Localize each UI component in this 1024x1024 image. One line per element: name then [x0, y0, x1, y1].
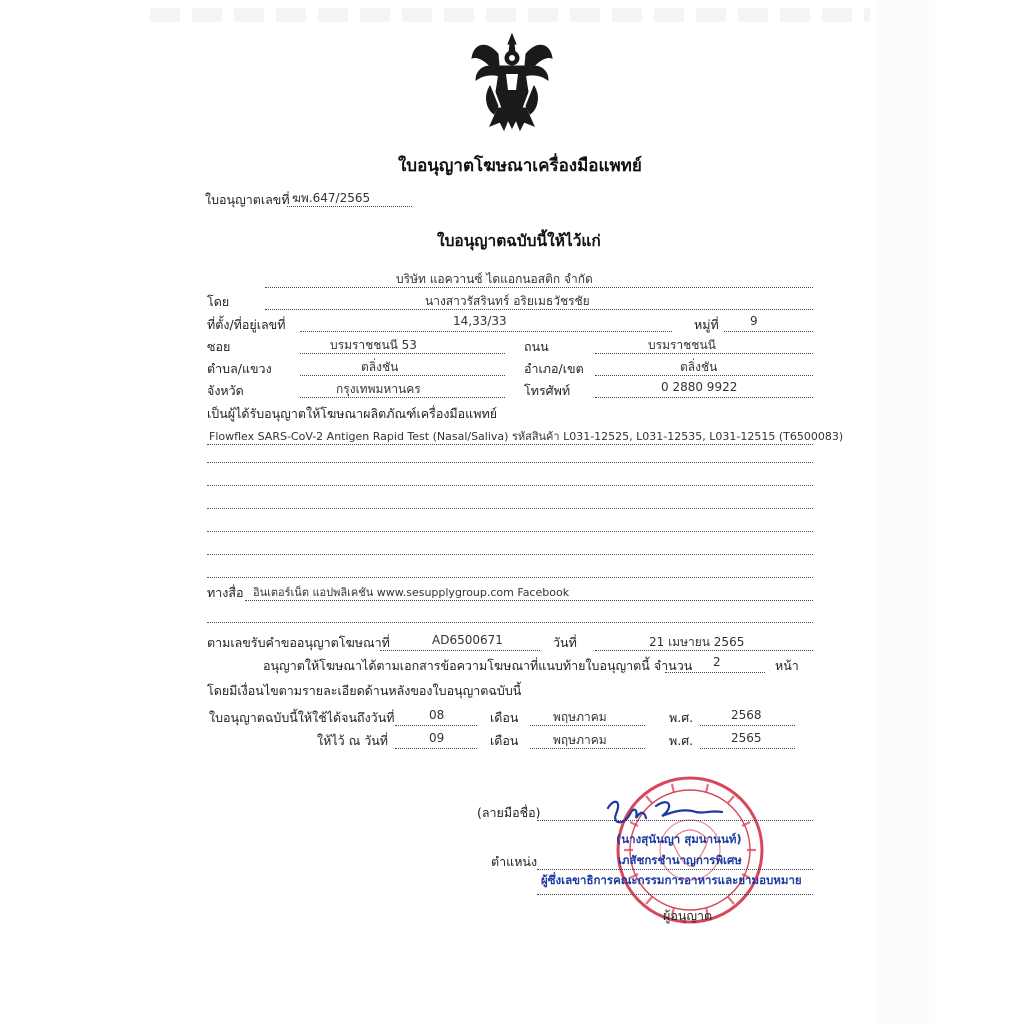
docs-label: อนุญาตให้โฆษณาได้ตามเอกสารข้อความโฆษณาที่แนบท้ายใบอนุญาตนี้ จำนวน [263, 658, 693, 673]
media-line [245, 600, 813, 601]
blank-line-6 [207, 577, 813, 578]
pages-label: หน้า [775, 658, 799, 673]
province-line [300, 397, 505, 398]
delegate-line [537, 894, 813, 895]
blank-line-4 [207, 531, 813, 532]
soi-value: บรมราชชนนี 53 [330, 338, 417, 352]
address-no-label: ที่ตั้ง/ที่อยู่เลขที่ [207, 317, 286, 332]
signature-label: (ลายมือชื่อ) [477, 805, 541, 820]
valid-year: 2568 [731, 708, 762, 722]
blank-line-5 [207, 554, 813, 555]
position-label: ตำแหน่ง [491, 854, 538, 869]
issue-year-line [700, 748, 795, 749]
valid-until-label: ใบอนุญาตฉบับนี้ให้ใช้ได้จนถึงวันที่ [209, 710, 395, 725]
product-line: Flowflex SARS-CoV-2 Antigen Rapid Test (Nasal/Saliva) รหัสสินค้า L031-12525, L031-12535, L031-12515 (T6500083) [209, 430, 844, 443]
issue-day: 09 [429, 731, 445, 745]
by-label: โดย [207, 294, 230, 309]
province-value: กรุงเทพมหานคร [336, 382, 421, 396]
issue-month: พฤษภาคม [553, 733, 607, 747]
receipt-line [380, 650, 540, 651]
valid-month-label: เดือน [490, 710, 519, 725]
license-no-value: ฆพ.647/2565 [292, 191, 371, 205]
district-label: อำเภอ/เขต [524, 361, 584, 376]
valid-day-line [395, 725, 477, 726]
signer-title: เภสัชกรชำนาญการพิเศษ [618, 853, 742, 867]
handwritten-signature [600, 792, 730, 836]
docs-count-line [665, 672, 765, 673]
garuda-emblem-icon [468, 30, 556, 132]
receipt-date: 21 เมษายน 2565 [649, 635, 745, 649]
license-no-label: ใบอนุญาตเลขที่ [205, 192, 290, 207]
docs-count: 2 [713, 655, 721, 669]
issued-to-heading: ใบอนุญาตฉบับนี้ให้ไว้แก่ [437, 232, 601, 250]
receipt-date-line [595, 650, 813, 651]
address-no-value: 14,33/33 [453, 314, 507, 328]
authority-label: ผู้อนุญาต [663, 908, 713, 923]
issue-month-line [530, 748, 645, 749]
moo-label: หมู่ที่ [694, 317, 719, 332]
soi-line [300, 353, 505, 354]
media-label: ทางสื่อ [207, 585, 244, 600]
representative-name: นางสาวรัสรินทร์ อริยเมธวัชรชัย [425, 294, 590, 308]
road-value: บรมราชชนนี [648, 338, 716, 352]
scan-artifact-top [150, 8, 870, 22]
blank-line-2 [207, 485, 813, 486]
receipt-no: AD6500671 [432, 633, 503, 647]
phone-line [595, 397, 813, 398]
blank-line-3 [207, 508, 813, 509]
company-name: บริษัท แอควานซ์ ไดแอกนอสติก จำกัด [396, 272, 593, 286]
valid-day: 08 [429, 708, 445, 722]
representative-line [265, 309, 813, 310]
road-line [595, 353, 813, 354]
issue-month-label: เดือน [490, 733, 519, 748]
address-no-line [300, 331, 672, 332]
product-line-1 [207, 444, 813, 445]
issue-year-label: พ.ศ. [669, 733, 694, 748]
product-intro: เป็นผู้ได้รับอนุญาตให้โฆษณาผลิตภัณฑ์เครื่องมือแพทย์ [207, 406, 498, 421]
receipt-date-label: วันที่ [553, 635, 577, 650]
soi-label: ซอย [207, 339, 231, 354]
valid-month: พฤษภาคม [553, 710, 607, 724]
document-title: ใบอนุญาตโฆษณาเครื่องมือแพทย์ [398, 156, 642, 176]
district-value: ตลิ่งชัน [680, 360, 718, 374]
road-label: ถนน [524, 339, 549, 354]
position-line [537, 869, 813, 870]
province-label: จังหวัด [207, 383, 244, 398]
district-line [595, 375, 813, 376]
signature-line [537, 820, 813, 821]
valid-year-label: พ.ศ. [669, 710, 694, 725]
valid-year-line [700, 725, 795, 726]
delegate-text: ผู้ซึ่งเลขาธิการคณะกรรมการอาหารและยามอบหมาย [541, 873, 802, 887]
scan-artifact-right [875, 0, 935, 1024]
media-line-2 [207, 622, 813, 623]
issue-year: 2565 [731, 731, 762, 745]
subdistrict-label: ตำบล/แขวง [207, 361, 272, 376]
valid-month-line [530, 725, 645, 726]
company-line [265, 287, 813, 288]
issue-date-label: ให้ไว้ ณ วันที่ [317, 733, 388, 748]
subdistrict-value: ตลิ่งชัน [361, 360, 399, 374]
signer-name: (นางสุนันญา สุมนานนท์) [616, 832, 742, 846]
blank-line-1 [207, 462, 813, 463]
phone-value: 0 2880 9922 [661, 380, 738, 394]
receipt-label: ตามเลขรับคำขออนุญาตโฆษณาที่ [207, 635, 390, 650]
phone-label: โทรศัพท์ [524, 383, 571, 398]
license-no-line [287, 206, 412, 207]
issue-day-line [395, 748, 477, 749]
moo-value: 9 [750, 314, 758, 328]
condition-note: โดยมีเงื่อนไขตามรายละเอียดด้านหลังของใบอนุญาตฉบับนี้ [207, 683, 522, 698]
media-value: อินเตอร์เน็ต แอปพลิเคชัน www.sesupplygroup.com Facebook [253, 586, 570, 599]
moo-line [724, 331, 813, 332]
subdistrict-line [300, 375, 505, 376]
